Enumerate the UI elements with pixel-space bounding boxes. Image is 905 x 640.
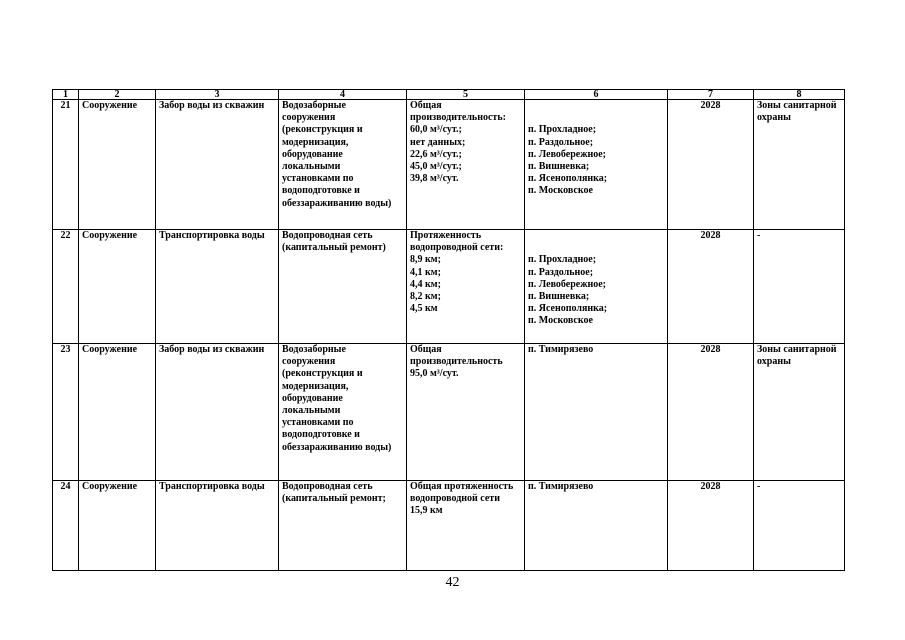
object-parameters-line: Общая протяженность — [410, 481, 514, 492]
object-name-line: водоподготовке и — [282, 429, 360, 441]
object-name-line: модернизация, — [282, 380, 349, 392]
header-col-4: 4 — [279, 90, 407, 100]
object-name — [279, 100, 407, 230]
object-parameters-line: производительность — [410, 356, 503, 368]
object-name — [279, 481, 407, 571]
header-col-3: 3 — [156, 90, 279, 100]
object-parameters — [407, 344, 525, 481]
protection-zones-line: - — [757, 230, 761, 241]
object-parameters-line: Общая — [410, 344, 442, 355]
header-col-1: 1 — [53, 90, 79, 100]
object-location-line: п. Вишневка; — [528, 161, 590, 173]
header-col-6: 6 — [525, 90, 668, 100]
header-col-5: 5 — [407, 90, 525, 100]
object-parameters-line: 95,0 м³/сут. — [410, 368, 459, 380]
object-name-line: обеззараживанию воды) — [282, 441, 392, 453]
header-col-8: 8 — [754, 90, 845, 100]
object-location-line: п. Левобережное; — [528, 278, 607, 290]
object-location — [525, 230, 668, 344]
page-number: 42 — [445, 575, 460, 590]
object-type: Сооружение — [79, 100, 156, 230]
object-purpose: Транспортировка воды — [156, 230, 279, 344]
object-name-line: сооружения — [282, 112, 336, 124]
protection-zones — [754, 344, 845, 481]
object-name-line: Водозаборные — [282, 344, 346, 355]
object-parameters-line: Протяженность — [410, 230, 482, 241]
facilities-table — [52, 89, 845, 571]
protection-zones — [754, 481, 845, 571]
object-location-line — [528, 230, 664, 242]
row-number: 24 — [53, 481, 79, 571]
object-type: Сооружение — [79, 344, 156, 481]
object-location — [525, 100, 668, 230]
object-location-line: п. Ясенополянка; — [528, 303, 608, 315]
object-name-line: (реконструкция и — [282, 124, 363, 136]
protection-zones-line: Зоны санитарной — [757, 344, 837, 355]
object-location — [525, 344, 668, 481]
table-row — [53, 481, 845, 571]
object-parameters-line: нет данных; — [410, 136, 466, 148]
object-parameters-line: 15,9 км — [410, 505, 443, 517]
protection-zones — [754, 100, 845, 230]
table-header-row — [53, 90, 845, 100]
header-col-7: 7 — [668, 90, 754, 100]
object-purpose: Транспортировка воды — [156, 481, 279, 571]
header-col-2: 2 — [79, 90, 156, 100]
implementation-year: 2028 — [668, 481, 754, 571]
object-name-line: оборудование — [282, 148, 343, 160]
object-name-line: (капитальный ремонт; — [282, 493, 386, 505]
object-parameters — [407, 230, 525, 344]
object-name-line: водоподготовке и — [282, 185, 360, 197]
object-purpose: Забор воды из скважин — [156, 100, 279, 230]
object-name-line: сооружения — [282, 356, 336, 368]
row-number: 22 — [53, 230, 79, 344]
object-type: Сооружение — [79, 230, 156, 344]
object-location-line — [528, 242, 664, 254]
object-parameters — [407, 481, 525, 571]
object-purpose: Забор воды из скважин — [156, 344, 279, 481]
object-location-line: п. Левобережное; — [528, 148, 607, 160]
object-location-line: п. Ясенополянка; — [528, 173, 608, 185]
object-parameters-line: производительность: — [410, 112, 506, 124]
object-location-line — [528, 112, 664, 124]
object-name-line: (реконструкция и — [282, 368, 363, 380]
object-parameters-line: 60,0 м³/сут.; — [410, 124, 462, 136]
object-parameters-line: Общая — [410, 100, 442, 111]
protection-zones-line: охраны — [757, 356, 791, 368]
protection-zones-line: охраны — [757, 112, 791, 124]
object-location-line: п. Прохладное; — [528, 124, 597, 136]
implementation-year: 2028 — [668, 230, 754, 344]
object-parameters-line: водопроводной сети — [410, 493, 500, 505]
object-name — [279, 230, 407, 344]
object-location-line: п. Раздольное; — [528, 136, 594, 148]
object-parameters-line: 4,4 км; — [410, 278, 441, 290]
object-parameters-line: 39,8 м³/сут. — [410, 173, 459, 185]
object-parameters — [407, 100, 525, 230]
implementation-year: 2028 — [668, 100, 754, 230]
object-location-line: п. Вишневка; — [528, 291, 590, 303]
protection-zones-line: - — [757, 481, 761, 492]
object-name-line: Водопроводная сеть — [282, 481, 373, 492]
object-location-line: п. Московское — [528, 185, 593, 197]
row-number: 21 — [53, 100, 79, 230]
object-location-line: п. Московское — [528, 315, 593, 327]
object-name-line: обеззараживанию воды) — [282, 197, 392, 209]
object-name-line: установками по — [282, 417, 354, 429]
object-location-line: п. Тимирязево — [528, 481, 594, 492]
object-name — [279, 344, 407, 481]
object-parameters-line: водопроводной сети: — [410, 242, 504, 254]
object-parameters-line: 45,0 м³/сут.; — [410, 161, 462, 173]
object-parameters-line: 8,2 км; — [410, 291, 441, 303]
object-location-line: п. Тимирязево — [528, 344, 594, 355]
object-location — [525, 481, 668, 571]
object-name-line: Водозаборные — [282, 100, 346, 111]
object-parameters-line: 4,1 км; — [410, 266, 441, 278]
object-location-line: п. Раздольное; — [528, 266, 594, 278]
table-row — [53, 100, 845, 230]
object-name-line: модернизация, — [282, 136, 349, 148]
table-row — [53, 344, 845, 481]
table-row — [53, 230, 845, 344]
object-name-line: оборудование — [282, 392, 343, 404]
object-parameters-line: 4,5 км — [410, 303, 438, 315]
object-parameters-line: 22,6 м³/сут.; — [410, 148, 462, 160]
object-name-line: (капитальный ремонт) — [282, 242, 386, 254]
protection-zones-line: Зоны санитарной — [757, 100, 837, 111]
row-number: 23 — [53, 344, 79, 481]
object-name-line: Водопроводная сеть — [282, 230, 373, 241]
object-location-line — [528, 100, 664, 112]
object-type: Сооружение — [79, 481, 156, 571]
object-name-line: установками по — [282, 173, 354, 185]
implementation-year: 2028 — [668, 344, 754, 481]
protection-zones — [754, 230, 845, 344]
object-location-line: п. Прохладное; — [528, 254, 597, 266]
object-name-line: локальными — [282, 405, 341, 417]
object-name-line: локальными — [282, 161, 341, 173]
object-parameters-line: 8,9 км; — [410, 254, 441, 266]
